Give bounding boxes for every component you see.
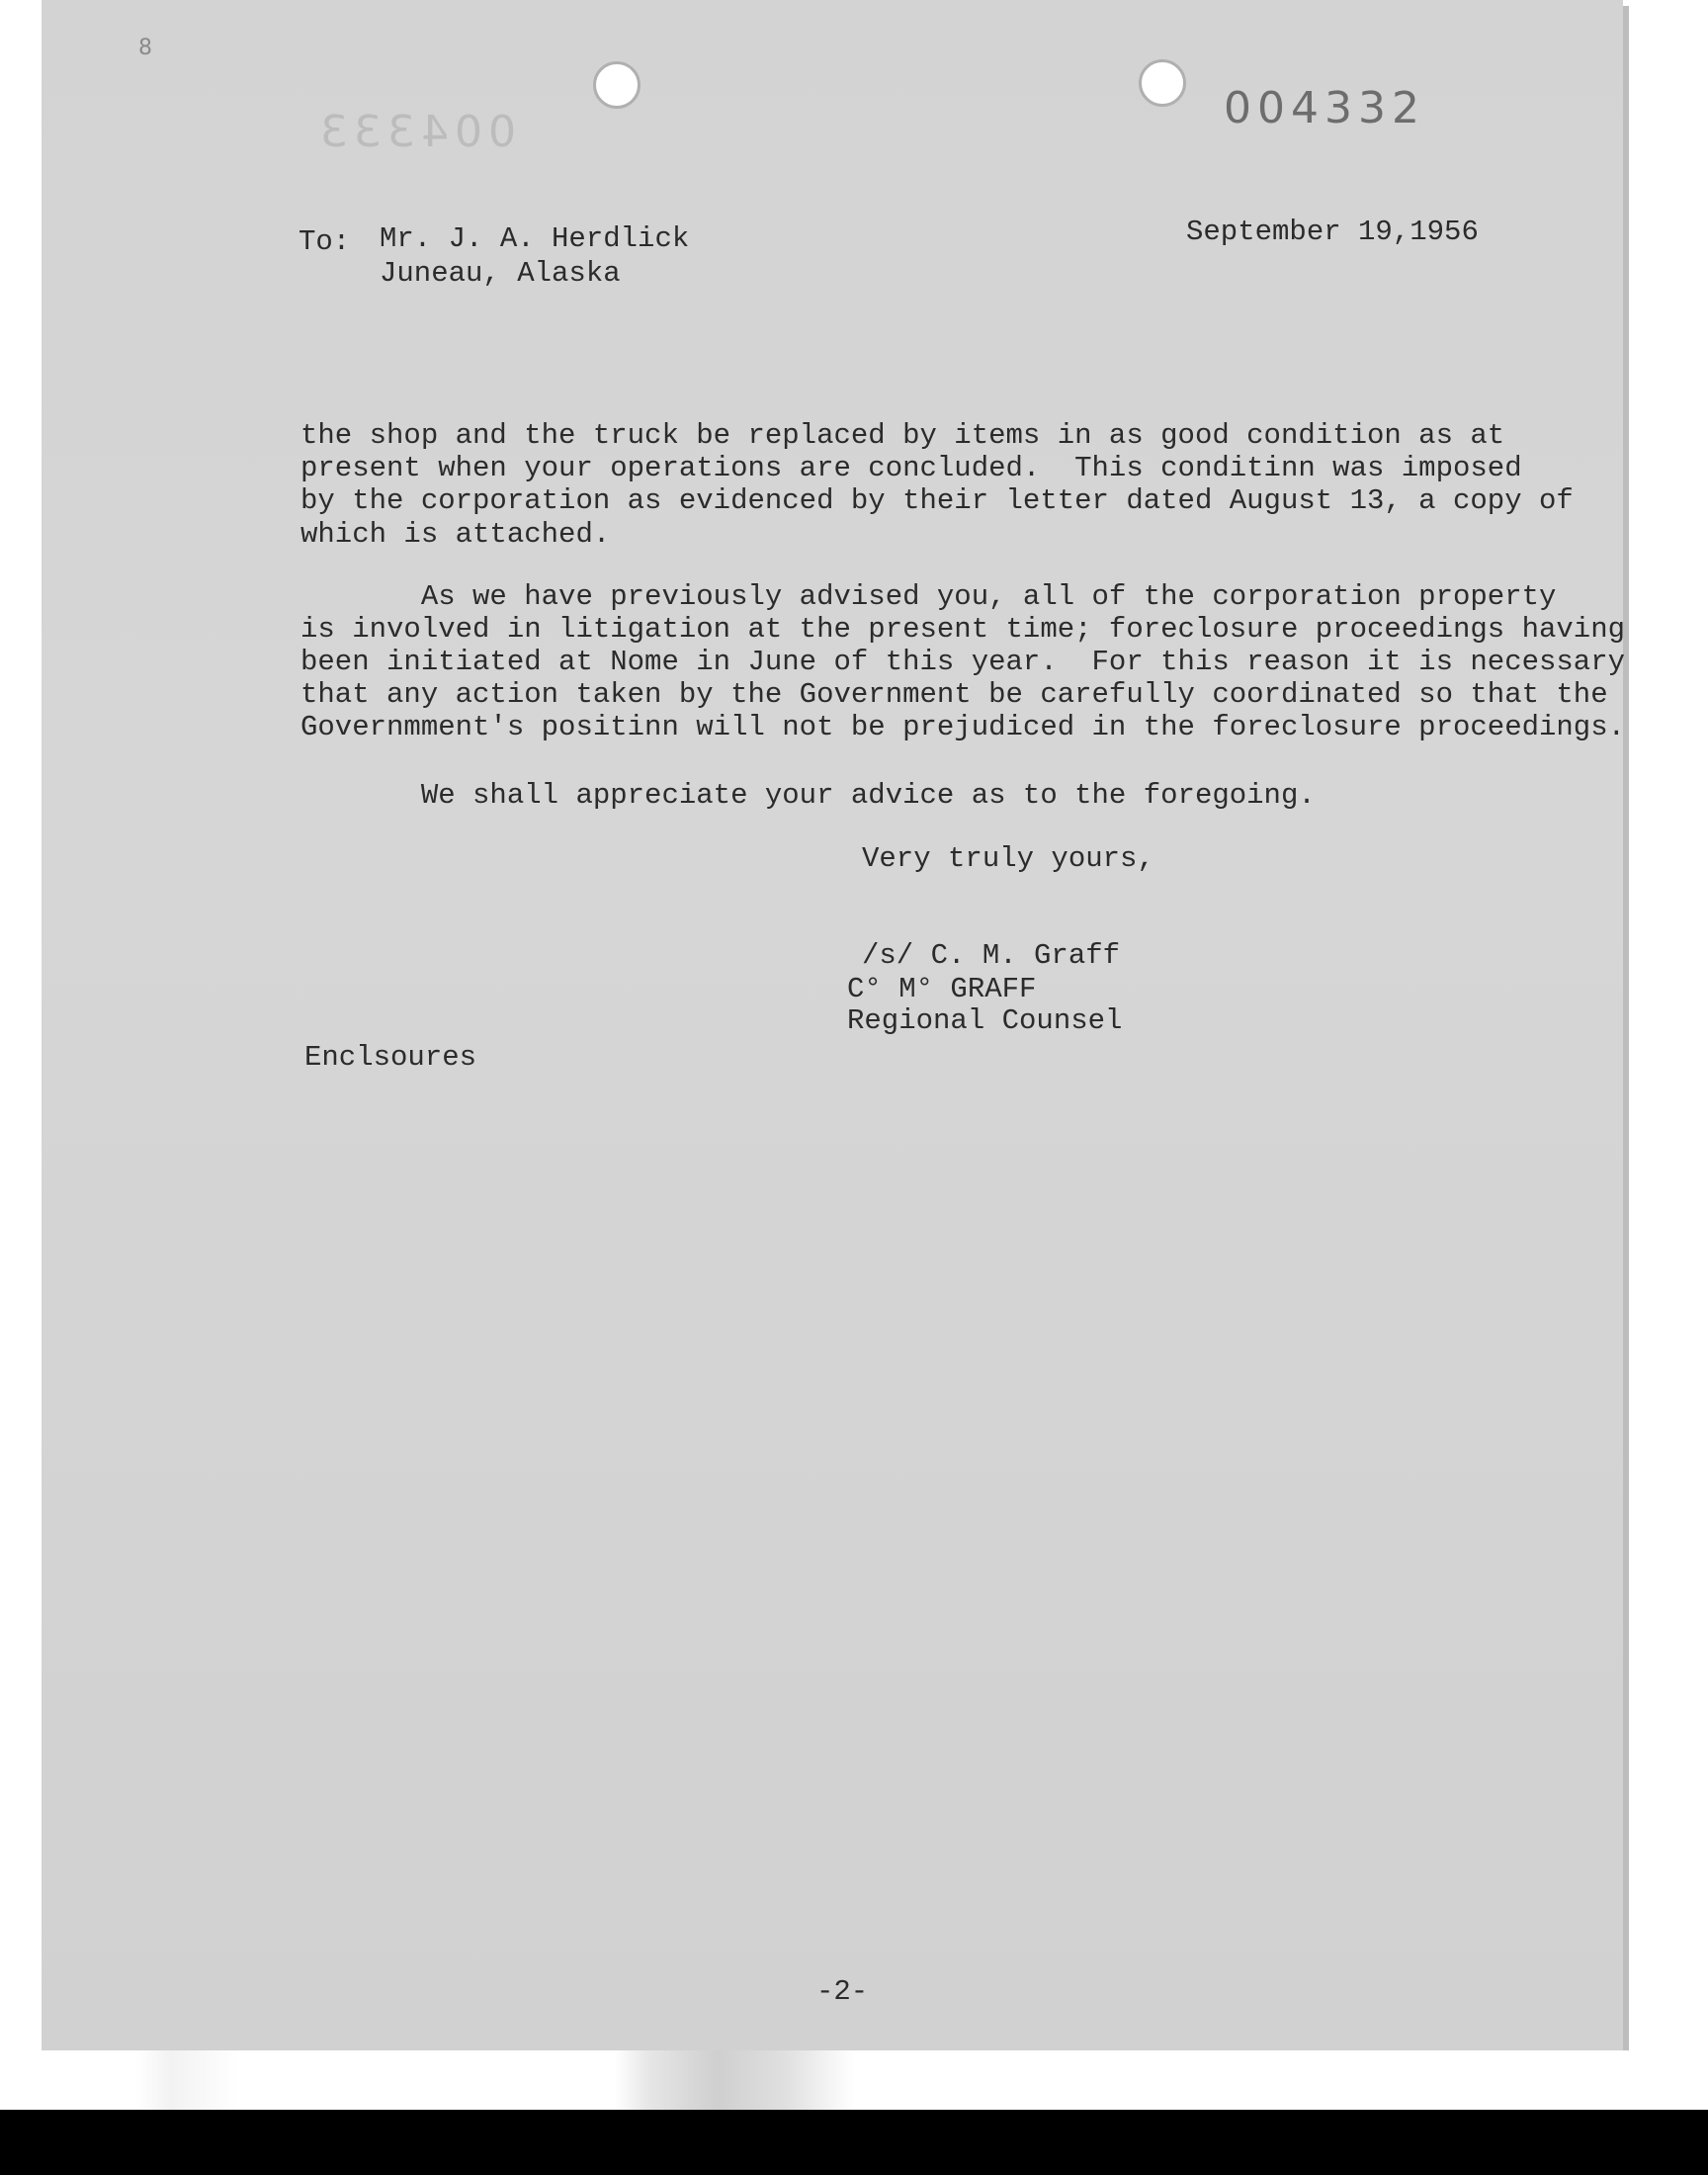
corner-pencil-mark: 8 [138, 36, 152, 60]
body-line: that any action taken by the Government be carefully coordinated so that the [300, 678, 1608, 711]
body-line: been initiated at Nome in June of this year. For this reason it is necessary [300, 646, 1626, 678]
closing-request-line: We shall appreciate your advice as to the foregoing. [300, 779, 1316, 812]
scanner-artifact-band [0, 2050, 1708, 2110]
recipient-city: Juneau, Alaska [380, 257, 621, 290]
signature-line: /s/ C. M. Graff [862, 939, 1121, 972]
body-line: is involved in litigation at the present time; foreclosure proceedings having [300, 613, 1626, 646]
body-line: which is attached. [300, 518, 611, 551]
document-stamp-number: 004332 [1224, 83, 1425, 133]
recipient-name: Mr. J. A. Herdlick [380, 222, 690, 255]
letter-date: September 19,1956 [1186, 216, 1479, 248]
body-line: Governmment's positinn will not be prejudiced in the foreclosure proceedings. [300, 711, 1626, 743]
signer-name: C° M° GRAFF [847, 973, 1037, 1005]
body-line: As we have previously advised you, all of the corporation property [300, 580, 1557, 613]
page-number: -2- [816, 1975, 869, 2008]
body-line: present when your operations are concluded. This conditinn was imposed [300, 452, 1522, 484]
closing-salutation: Very truly yours, [862, 842, 1154, 875]
bleed-through-stamp-number: 004333 [314, 107, 516, 157]
body-line: the shop and the truck be replaced by items in as good condition as at [300, 419, 1505, 452]
recipient-label: To: [299, 225, 351, 258]
scanner-black-strip [0, 2110, 1708, 2175]
letter-sheet [42, 0, 1626, 2052]
punch-hole-right [1139, 59, 1186, 107]
body-line: by the corporation as evidenced by their letter dated August 13, a copy of [300, 484, 1574, 517]
enclosures-note: Enclsoures [304, 1041, 477, 1074]
punch-hole-left [593, 61, 640, 109]
signer-title: Regional Counsel [847, 1004, 1123, 1037]
